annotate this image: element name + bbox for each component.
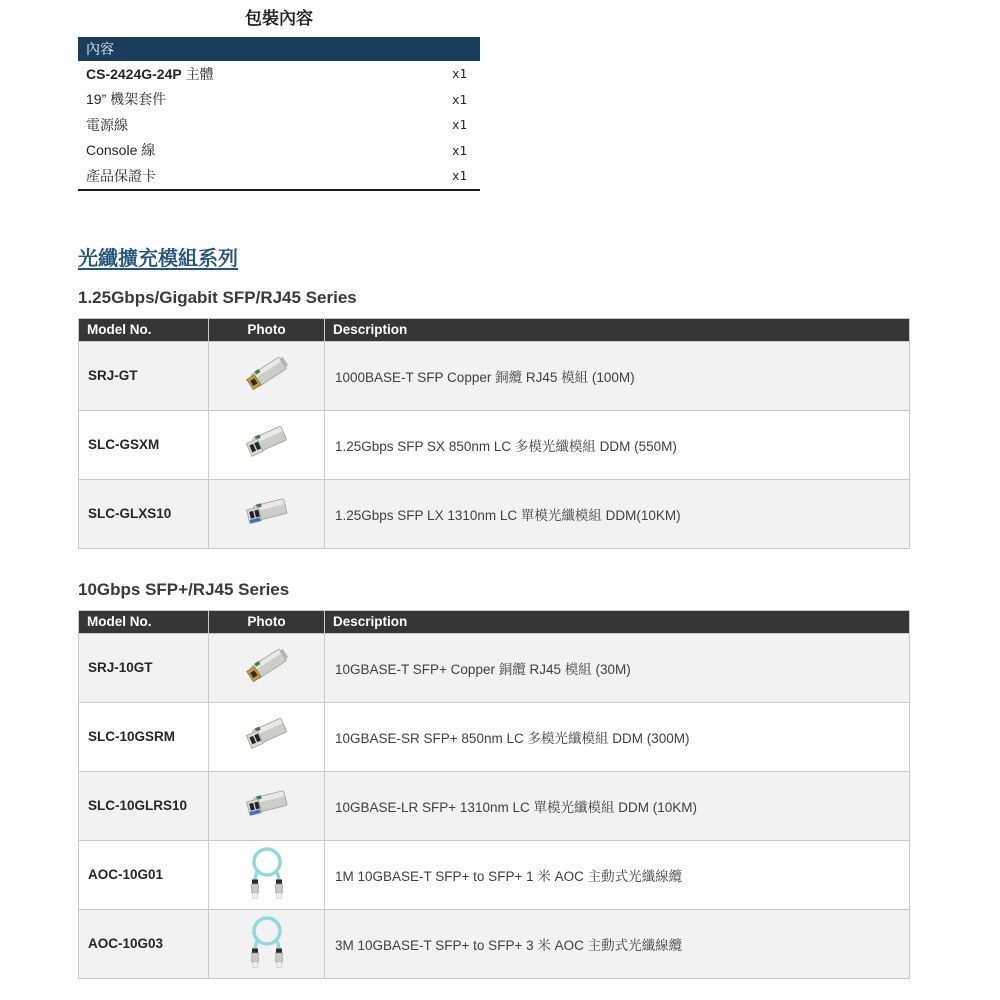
- package-row: [78, 112, 480, 138]
- package-row: [78, 163, 480, 189]
- package-item: [86, 166, 156, 186]
- column-header-description: Description: [325, 318, 910, 341]
- package-item-label: 產品保證卡: [86, 167, 156, 184]
- model-no: AOC-10G03: [79, 909, 209, 978]
- module-description: 1.25Gbps SFP SX 850nm LC 多模光纖模組 DDM (550M): [325, 410, 910, 479]
- package-item-model: CS-2424G-24P: [86, 65, 182, 82]
- table-row: [79, 410, 910, 479]
- module-description: 1000BASE-T SFP Copper 銅纜 RJ45 模組 (100M): [325, 341, 910, 410]
- module-photo: [209, 702, 325, 771]
- model-no: SLC-GSXM: [79, 410, 209, 479]
- table-row: [79, 702, 910, 771]
- module-description: 3M 10GBASE-T SFP+ to SFP+ 3 米 AOC 主動式光纖線纜: [325, 909, 910, 978]
- package-row: [78, 87, 480, 113]
- model-no: SRJ-GT: [79, 341, 209, 410]
- column-header-description: Description: [325, 610, 910, 633]
- table-row: [79, 341, 910, 410]
- module-photo: [209, 771, 325, 840]
- package-item: [86, 64, 214, 84]
- package-contents-table: [78, 37, 480, 191]
- package-item-qty: x1: [451, 142, 467, 158]
- module-photo: [209, 840, 325, 909]
- module-photo: [209, 633, 325, 702]
- module-description: 10GBASE-T SFP+ Copper 銅纜 RJ45 模組 (30M): [325, 633, 910, 702]
- table-row: [79, 840, 910, 909]
- package-item-qty: x1: [451, 66, 467, 82]
- module-description: 1M 10GBASE-T SFP+ to SFP+ 1 米 AOC 主動式光纖線纜: [325, 840, 910, 909]
- package-item-label: 電源線: [86, 116, 128, 133]
- sfp-lc-module-icon: [244, 707, 290, 761]
- gigabit-sfp-table: [78, 318, 910, 549]
- series-title-10g: 10Gbps SFP+/RJ45 Series: [78, 579, 290, 599]
- column-header-model: Model No.: [79, 610, 209, 633]
- package-table-header: 內容: [78, 37, 480, 61]
- column-header-photo: Photo: [209, 610, 325, 633]
- tengig-sfp-table: [78, 610, 910, 979]
- fiber-series-heading: 光纖擴充模組系列: [78, 247, 238, 270]
- sfp-lc-module-blue-icon: [244, 484, 290, 538]
- package-item-label: Console 線: [86, 142, 156, 159]
- aoc-cable-icon: [245, 912, 289, 970]
- series-title-gigabit: 1.25Gbps/Gigabit SFP/RJ45 Series: [78, 287, 357, 307]
- package-row: [78, 138, 480, 164]
- package-item-qty: x1: [451, 117, 467, 133]
- sfp-copper-module-icon: [244, 638, 290, 692]
- table-row: [79, 771, 910, 840]
- column-header-model: Model No.: [79, 318, 209, 341]
- table-header-row: [79, 318, 910, 341]
- table-row: [79, 909, 910, 978]
- module-photo: [209, 479, 325, 548]
- model-no: SLC-10GLRS10: [79, 771, 209, 840]
- module-description: 10GBASE-LR SFP+ 1310nm LC 單模光纖模組 DDM (10KM): [325, 771, 910, 840]
- column-header-photo: Photo: [209, 318, 325, 341]
- package-item: [86, 115, 128, 135]
- module-photo: [209, 909, 325, 978]
- model-no: AOC-10G01: [79, 840, 209, 909]
- sfp-copper-module-icon: [244, 346, 290, 400]
- package-item: [86, 140, 155, 160]
- package-item: [86, 89, 166, 109]
- table-row: [79, 633, 910, 702]
- model-no: SLC-10GSRM: [79, 702, 209, 771]
- package-row: [78, 61, 480, 87]
- sfp-lc-module-blue-icon: [244, 776, 290, 830]
- package-contents-title: 包裝內容: [245, 9, 313, 28]
- package-item-qty: x1: [451, 91, 467, 107]
- module-description: 10GBASE-SR SFP+ 850nm LC 多模光纖模組 DDM (300M): [325, 702, 910, 771]
- model-no: SRJ-10GT: [79, 633, 209, 702]
- package-item-label: 主體: [181, 65, 214, 82]
- aoc-cable-icon: [245, 843, 289, 901]
- package-item-qty: x1: [451, 168, 467, 184]
- table-header-row: [79, 610, 910, 633]
- sfp-lc-module-icon: [244, 415, 290, 469]
- table-row: [79, 479, 910, 548]
- model-no: SLC-GLXS10: [79, 479, 209, 548]
- module-description: 1.25Gbps SFP LX 1310nm LC 單模光纖模組 DDM(10KM): [325, 479, 910, 548]
- package-item-label: 19” 機架套件: [86, 91, 167, 108]
- module-photo: [209, 341, 325, 410]
- fiber-module-section: [0, 191, 1000, 979]
- module-photo: [209, 410, 325, 479]
